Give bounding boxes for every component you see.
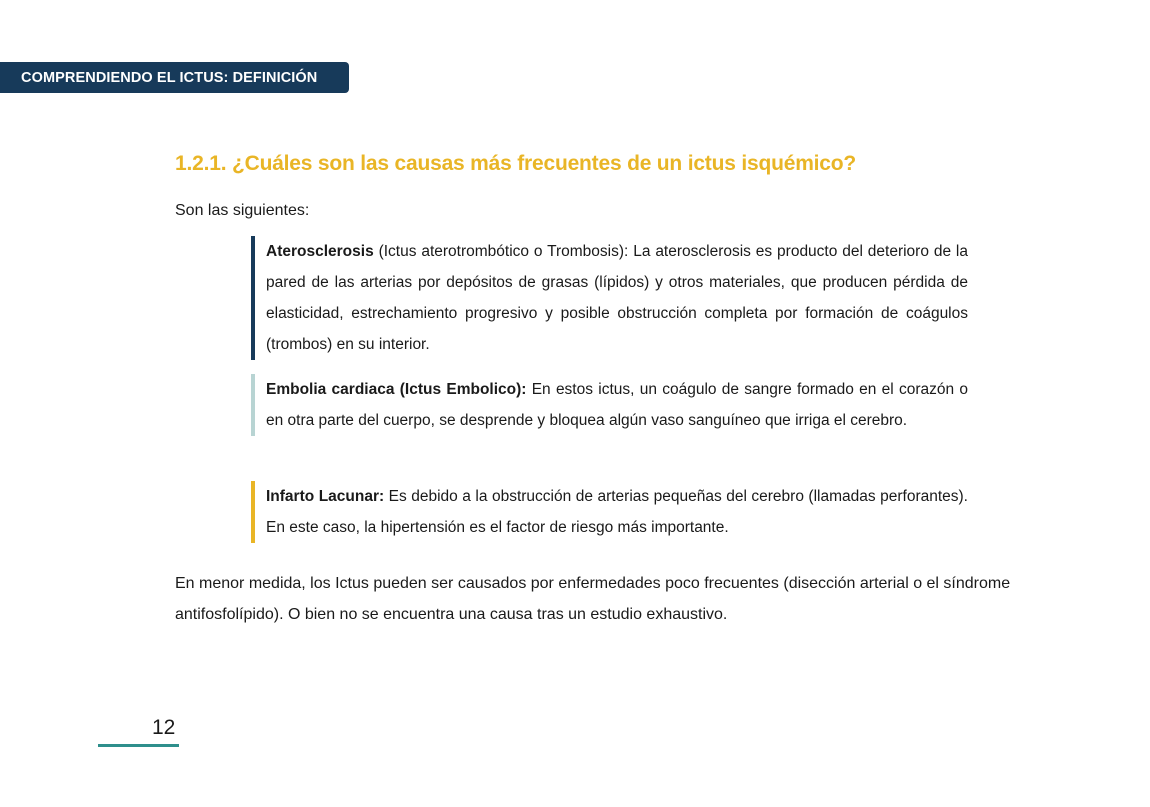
cause-term: Aterosclerosis bbox=[266, 243, 374, 260]
page-number-underline bbox=[98, 744, 179, 747]
chapter-header-title: COMPRENDIENDO EL ICTUS: DEFINICIÓN bbox=[21, 69, 318, 86]
section-title: 1.2.1. ¿Cuáles son las causas más frecuentes de un ictus isquémico? bbox=[175, 152, 857, 175]
cause-description: Es debido a la obstrucción de arterias pequeñas del cerebro (llamadas perforantes). En este caso, la hipertensión es el factor de riesgo más importante. bbox=[266, 488, 968, 536]
cause-aterosclerosis bbox=[251, 236, 968, 360]
chapter-header-bar bbox=[0, 62, 349, 93]
section-intro: Son las siguientes: bbox=[175, 202, 310, 219]
cause-infarto-lacunar bbox=[251, 481, 968, 543]
cause-description: (Ictus aterotrombótico o Trombosis): La aterosclerosis es producto del deterioro de la pared de las arterias por depósitos de grasas (lípidos) y otros materiales, que producen pérdida de elasticidad, estrechamiento progresivo y posible obstrucción completa por formación de coágulos (trombos) en su interior. bbox=[266, 243, 968, 353]
closing-paragraph: En menor medida, los Ictus pueden ser causados por enfermedades poco frecuentes (disección arterial o el síndrome antifosfolípido). O bien no se encuentra una causa tras un estudio exhaustivo. bbox=[175, 575, 1011, 623]
cause-description: En estos ictus, un coágulo de sangre formado en el corazón o en otra parte del cuerpo, se desprende y bloquea algún vaso sanguíneo que irriga el cerebro. bbox=[266, 381, 968, 429]
cause-paragraph bbox=[266, 481, 968, 543]
cause-embolia-cardiaca bbox=[251, 374, 968, 436]
cause-term: Infarto Lacunar: bbox=[266, 488, 385, 505]
page-number: 12 bbox=[152, 716, 176, 739]
cause-paragraph bbox=[266, 236, 968, 360]
cause-paragraph bbox=[266, 374, 968, 436]
cause-term: Embolia cardiaca (Ictus Embolico): bbox=[266, 381, 527, 398]
